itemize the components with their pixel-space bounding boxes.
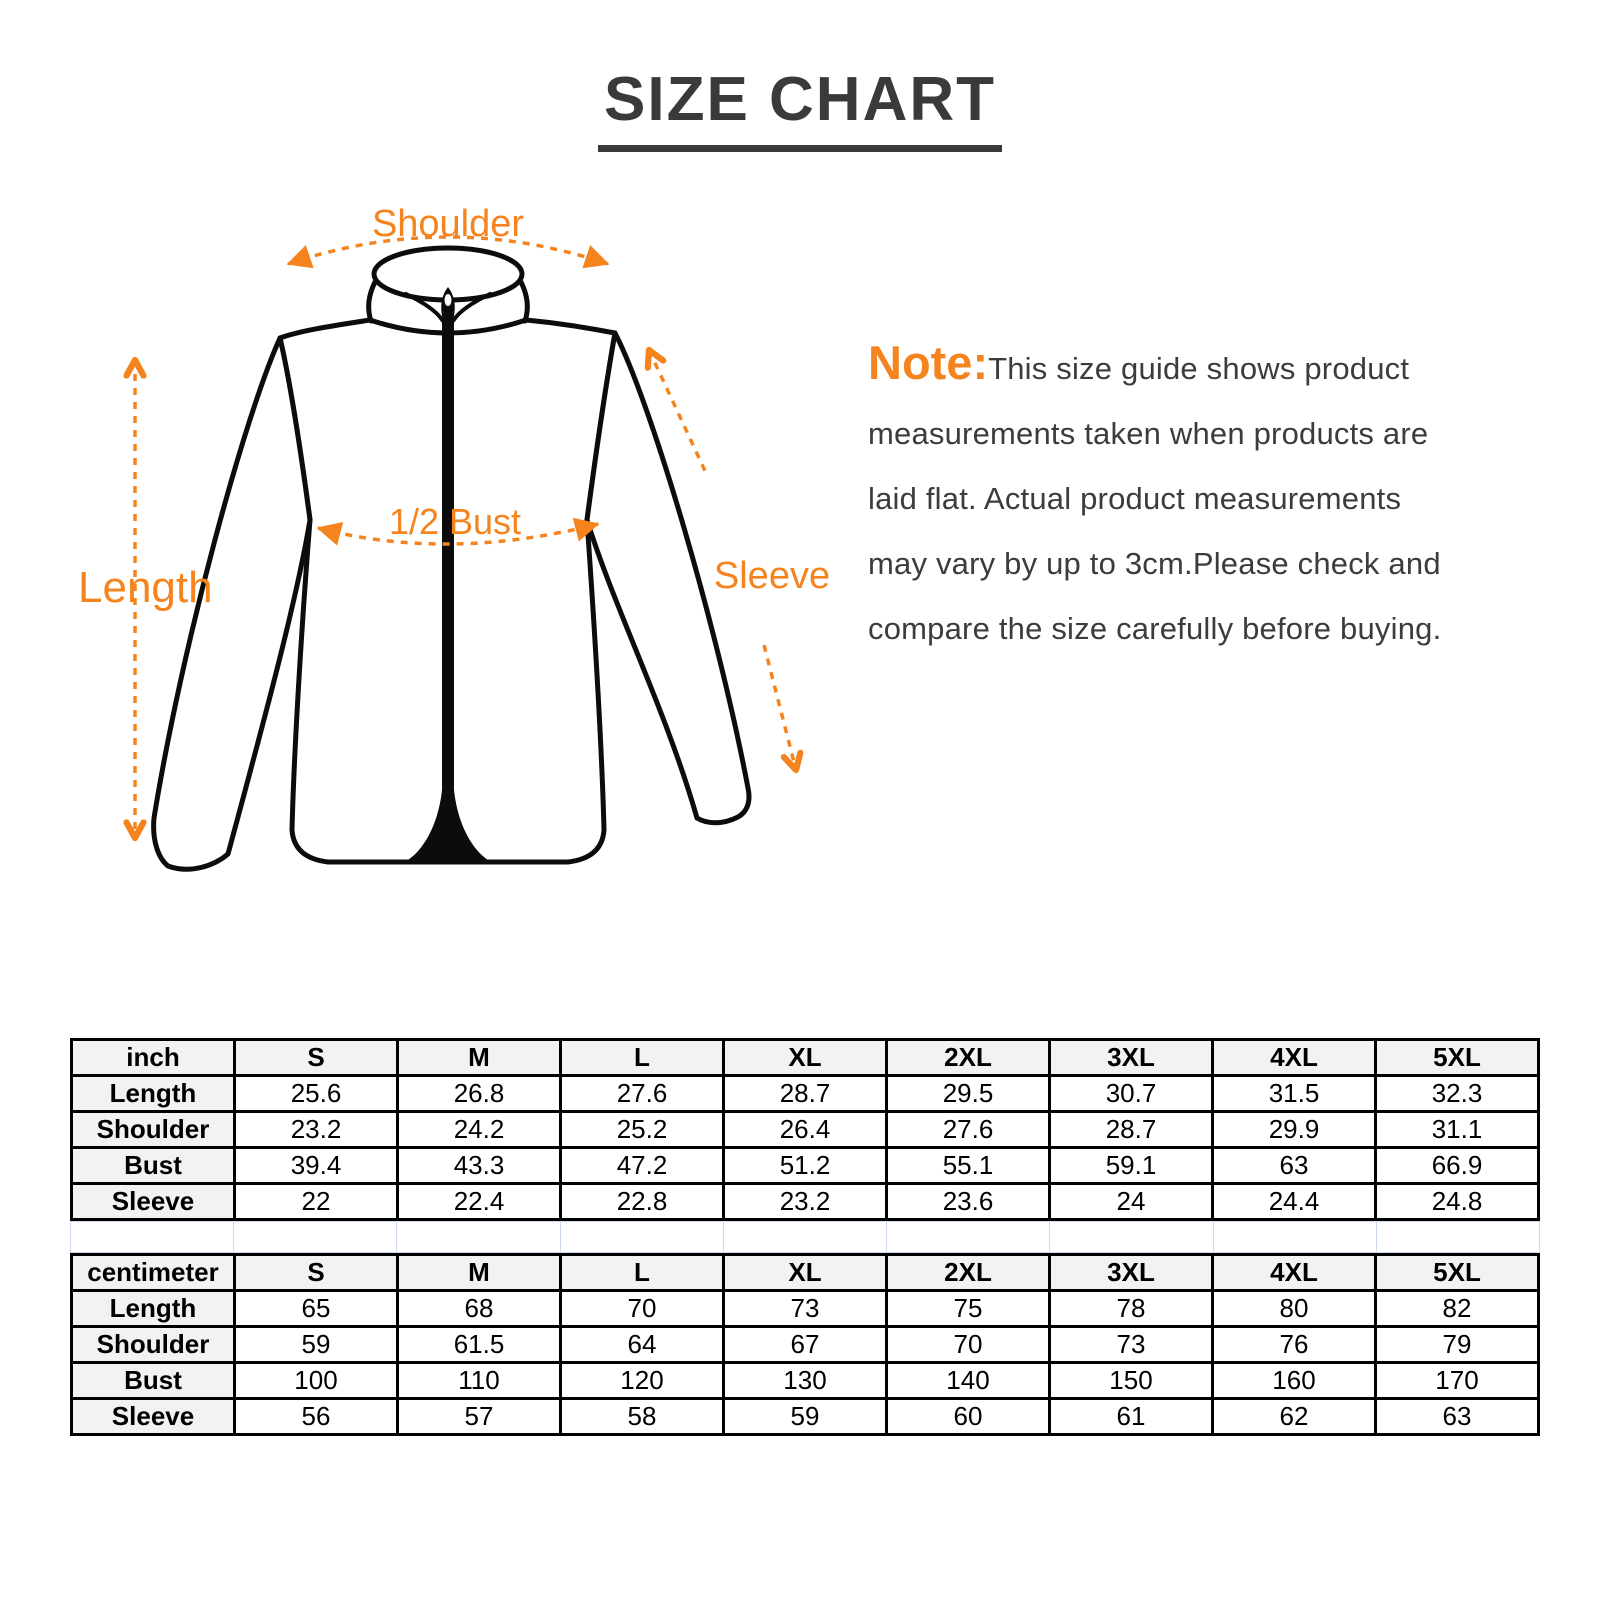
size-header-cell: 3XL <box>1050 1255 1213 1291</box>
size-header-cell: L <box>561 1255 724 1291</box>
size-header-cell: 4XL <box>1213 1255 1376 1291</box>
table-row-sleeve <box>72 1399 1539 1435</box>
size-header-cell: S <box>235 1040 398 1076</box>
table-cell: 79 <box>1376 1327 1539 1363</box>
note-label: Note: <box>868 336 989 389</box>
table-cell: 25.2 <box>561 1112 724 1148</box>
size-header-cell: 4XL <box>1213 1040 1376 1076</box>
table-cell: 61 <box>1050 1399 1213 1435</box>
table-cell: 58 <box>561 1399 724 1435</box>
table-row-shoulder <box>72 1327 1539 1363</box>
size-header-cell: 5XL <box>1376 1040 1539 1076</box>
table-cell: 26.8 <box>398 1076 561 1112</box>
table-row-shoulder <box>72 1112 1539 1148</box>
row-label-cell: Bust <box>72 1363 235 1399</box>
table-cell: 22 <box>235 1184 398 1220</box>
row-label-cell: Bust <box>72 1148 235 1184</box>
size-header-cell: 2XL <box>887 1255 1050 1291</box>
table-header-row <box>72 1255 1539 1291</box>
table-row-bust <box>72 1363 1539 1399</box>
table-cell: 65 <box>235 1291 398 1327</box>
table-cell: 39.4 <box>235 1148 398 1184</box>
table-cell: 51.2 <box>724 1148 887 1184</box>
spacer-cell <box>1376 1222 1539 1253</box>
spacer-cell <box>1050 1222 1213 1253</box>
table-cell: 63 <box>1376 1399 1539 1435</box>
table-cell: 31.5 <box>1213 1076 1376 1112</box>
table-cell: 110 <box>398 1363 561 1399</box>
table-cell: 28.7 <box>1050 1112 1213 1148</box>
table-cell: 29.5 <box>887 1076 1050 1112</box>
jacket-zipper-pull-hole <box>445 294 452 306</box>
table-cell: 22.4 <box>398 1184 561 1220</box>
table-cell: 150 <box>1050 1363 1213 1399</box>
table-cell: 82 <box>1376 1291 1539 1327</box>
length-label: Length <box>78 563 213 612</box>
table-cell: 23.2 <box>724 1184 887 1220</box>
table-cell: 47.2 <box>561 1148 724 1184</box>
table-cell: 62 <box>1213 1399 1376 1435</box>
size-header-cell: 5XL <box>1376 1255 1539 1291</box>
row-label-cell: Shoulder <box>72 1327 235 1363</box>
table-cell: 60 <box>887 1399 1050 1435</box>
spacer-cell <box>560 1222 723 1253</box>
table-cell: 66.9 <box>1376 1148 1539 1184</box>
size-header-cell: 3XL <box>1050 1040 1213 1076</box>
jacket-diagram <box>70 190 880 910</box>
bust-label: 1/2 Bust <box>388 501 522 542</box>
row-label-cell: Sleeve <box>72 1184 235 1220</box>
table-cell: 26.4 <box>724 1112 887 1148</box>
table-cell: 25.6 <box>235 1076 398 1112</box>
title-wrap <box>0 64 1600 152</box>
size-header-cell: M <box>398 1255 561 1291</box>
table-cell: 68 <box>398 1291 561 1327</box>
spacer-cell <box>1213 1222 1376 1253</box>
shoulder-label: Shoulder <box>371 203 525 245</box>
table-cell: 31.1 <box>1376 1112 1539 1148</box>
table-cell: 27.6 <box>561 1076 724 1112</box>
size-header-cell: S <box>235 1255 398 1291</box>
table-cell: 57 <box>398 1399 561 1435</box>
spacer-cell <box>723 1222 886 1253</box>
table-cell: 43.3 <box>398 1148 561 1184</box>
table-cell: 23.6 <box>887 1184 1050 1220</box>
size-tables <box>70 1038 1540 1436</box>
table-cell: 55.1 <box>887 1148 1050 1184</box>
table-cell: 100 <box>235 1363 398 1399</box>
note-line <box>868 330 1533 401</box>
spacer-cell <box>234 1222 397 1253</box>
table-cell: 56 <box>235 1399 398 1435</box>
spacer-cell <box>71 1222 234 1253</box>
table-cell: 29.9 <box>1213 1112 1376 1148</box>
table-cell: 140 <box>887 1363 1050 1399</box>
table-cell: 24.2 <box>398 1112 561 1148</box>
table-row-bust <box>72 1148 1539 1184</box>
table-cell: 24.8 <box>1376 1184 1539 1220</box>
page-title: SIZE CHART <box>598 64 1002 152</box>
sleeve-label: Sleeve <box>713 555 831 597</box>
size-header-cell: M <box>398 1040 561 1076</box>
note-line: laid flat. Actual product measurements <box>868 481 1402 516</box>
table-cell: 73 <box>1050 1327 1213 1363</box>
table-cell: 75 <box>887 1291 1050 1327</box>
table-cell: 67 <box>724 1327 887 1363</box>
table-cell: 170 <box>1376 1363 1539 1399</box>
jacket-collar-left <box>369 282 375 321</box>
size-header-cell: XL <box>724 1040 887 1076</box>
size-header-cell: L <box>561 1040 724 1076</box>
table-row-sleeve <box>72 1184 1539 1220</box>
size-header-cell: 2XL <box>887 1040 1050 1076</box>
row-label-cell: Shoulder <box>72 1112 235 1148</box>
table-cell: 80 <box>1213 1291 1376 1327</box>
spacer-cell <box>887 1222 1050 1253</box>
table-cell: 32.3 <box>1376 1076 1539 1112</box>
table-cell: 73 <box>724 1291 887 1327</box>
table-cell: 70 <box>561 1291 724 1327</box>
table-cell: 76 <box>1213 1327 1376 1363</box>
spacer-cell <box>397 1222 560 1253</box>
table-cell: 59 <box>235 1327 398 1363</box>
row-label-cell: Sleeve <box>72 1399 235 1435</box>
size-table-centimeter <box>70 1253 1540 1436</box>
table-cell: 78 <box>1050 1291 1213 1327</box>
sleeve-arrow-lower <box>764 645 796 770</box>
table-cell: 24.4 <box>1213 1184 1376 1220</box>
table-cell: 28.7 <box>724 1076 887 1112</box>
table-cell: 160 <box>1213 1363 1376 1399</box>
table-cell: 130 <box>724 1363 887 1399</box>
table-row-length <box>72 1291 1539 1327</box>
table-cell: 22.8 <box>561 1184 724 1220</box>
row-label-cell: Length <box>72 1291 235 1327</box>
table-cell: 30.7 <box>1050 1076 1213 1112</box>
table-cell: 27.6 <box>887 1112 1050 1148</box>
note-text: This size guide shows product <box>988 351 1410 386</box>
table-cell: 120 <box>561 1363 724 1399</box>
note-line: compare the size carefully before buying. <box>868 611 1442 646</box>
unit-header-cell: inch <box>72 1040 235 1076</box>
unit-header-cell: centimeter <box>72 1255 235 1291</box>
table-cell: 24 <box>1050 1184 1213 1220</box>
table-cell: 23.2 <box>235 1112 398 1148</box>
note-line: may vary by up to 3cm.Please check and <box>868 546 1441 581</box>
table-row-length <box>72 1076 1539 1112</box>
table-cell: 63 <box>1213 1148 1376 1184</box>
table-cell: 70 <box>887 1327 1050 1363</box>
size-header-cell: XL <box>724 1255 887 1291</box>
table-cell: 59.1 <box>1050 1148 1213 1184</box>
jacket-collar-right <box>521 282 527 321</box>
note-line: measurements taken when products are <box>868 416 1429 451</box>
table-cell: 64 <box>561 1327 724 1363</box>
table-cell: 59 <box>724 1399 887 1435</box>
row-label-cell: Length <box>72 1076 235 1112</box>
table-cell: 61.5 <box>398 1327 561 1363</box>
spacer-row <box>71 1222 1540 1253</box>
note-block <box>868 330 1533 661</box>
size-table-inch <box>70 1038 1540 1221</box>
table-spacer <box>70 1221 1540 1253</box>
table-header-row <box>72 1040 1539 1076</box>
